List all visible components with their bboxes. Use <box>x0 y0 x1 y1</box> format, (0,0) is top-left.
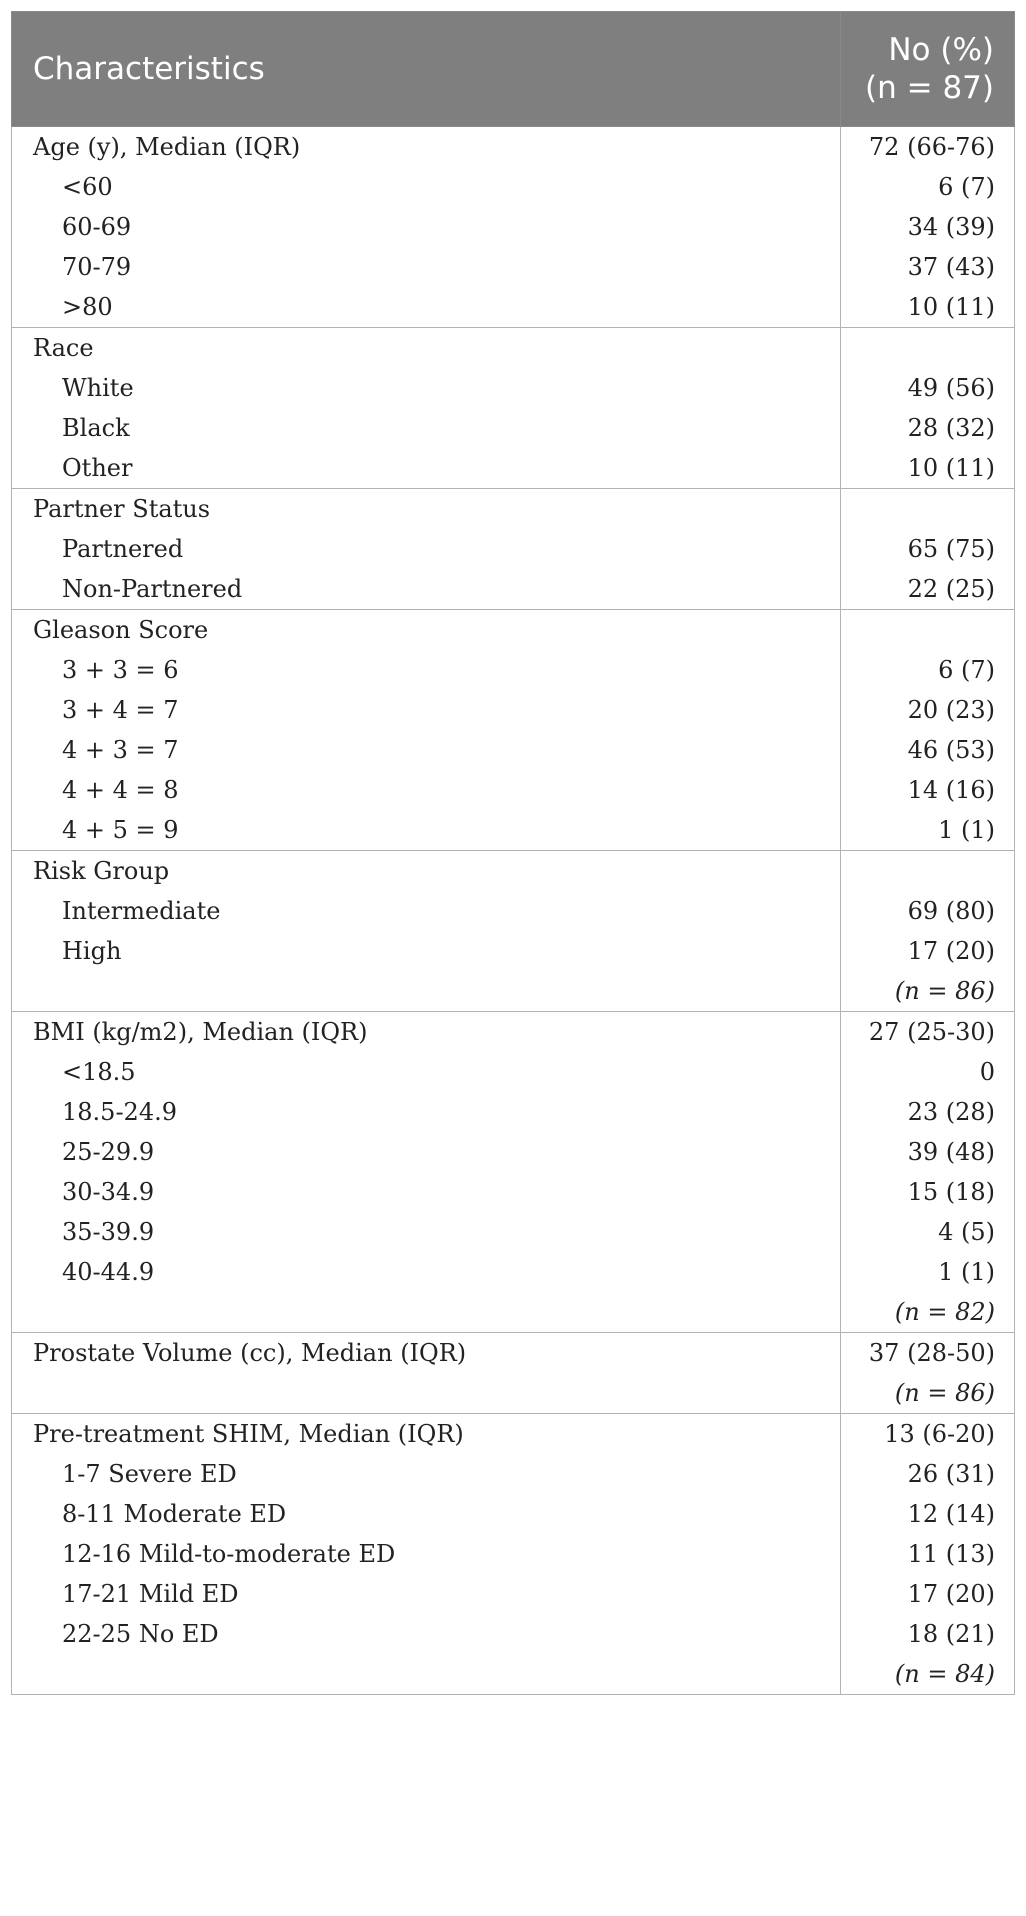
subcategory-label: 4 + 3 = 7 <box>62 736 179 764</box>
subcategory-value: 17 (20) <box>907 937 995 965</box>
table-row <box>12 1012 1015 1333</box>
subcategory-label: Intermediate <box>62 897 221 925</box>
note-spacer <box>12 1373 840 1413</box>
count-header-line2: (n = 87) <box>865 70 994 106</box>
subcategory-value: 11 (13) <box>907 1540 995 1568</box>
subcategory-label: 17-21 Mild ED <box>62 1580 239 1608</box>
subcategory-label: 30-34.9 <box>62 1178 155 1206</box>
group-value <box>841 851 1014 891</box>
characteristics-header: Characteristics <box>12 12 841 127</box>
subcategory-value: 65 (75) <box>907 535 995 563</box>
subcategory-label: 3 + 4 = 7 <box>62 696 179 724</box>
subcategory-label: 22-25 No ED <box>62 1620 219 1648</box>
sample-size-note: (n = 82) <box>894 1298 995 1326</box>
note-spacer <box>12 1654 840 1694</box>
group-label: Pre-treatment SHIM, Median (IQR) <box>33 1420 464 1448</box>
count-cell <box>841 1012 1015 1333</box>
subcategory-label: 4 + 4 = 8 <box>62 776 179 804</box>
table-row <box>12 127 1015 328</box>
sample-size-note: (n = 84) <box>894 1660 995 1688</box>
group-value: 72 (66-76) <box>868 133 995 161</box>
group-label: Age (y), Median (IQR) <box>33 133 301 161</box>
subcategory-label: <18.5 <box>62 1058 136 1086</box>
characteristic-cell <box>12 610 841 851</box>
subcategory-value: 12 (14) <box>907 1500 995 1528</box>
subcategory-label: 70-79 <box>62 253 132 281</box>
subcategory-value: 10 (11) <box>907 293 995 321</box>
subcategory-label: Partnered <box>62 535 184 563</box>
count-cell <box>841 127 1015 328</box>
characteristic-cell <box>12 127 841 328</box>
subcategory-value: 1 (1) <box>938 816 995 844</box>
subcategory-value: 14 (16) <box>907 776 995 804</box>
characteristic-cell <box>12 1414 841 1695</box>
subcategory-value: 26 (31) <box>907 1460 995 1488</box>
header-row <box>12 12 1015 127</box>
group-label: Race <box>33 334 94 362</box>
table-row <box>12 851 1015 1012</box>
count-cell <box>841 610 1015 851</box>
group-label: Partner Status <box>33 495 211 523</box>
subcategory-label: 25-29.9 <box>62 1138 155 1166</box>
subcategory-label: 60-69 <box>62 213 132 241</box>
subcategory-value: 1 (1) <box>938 1258 995 1286</box>
group-value: 37 (28-50) <box>868 1339 995 1367</box>
sample-size-note: (n = 86) <box>894 977 995 1005</box>
subcategory-label: 4 + 5 = 9 <box>62 816 179 844</box>
characteristic-cell <box>12 489 841 610</box>
subcategory-label: 35-39.9 <box>62 1218 155 1246</box>
subcategory-value: 23 (28) <box>907 1098 995 1126</box>
subcategory-value: 37 (43) <box>907 253 995 281</box>
subcategory-label: 40-44.9 <box>62 1258 155 1286</box>
subcategory-value: 28 (32) <box>907 414 995 442</box>
group-value: 13 (6-20) <box>884 1420 995 1448</box>
subcategory-value: 6 (7) <box>938 173 995 201</box>
group-value <box>841 610 1014 650</box>
table-row <box>12 610 1015 851</box>
table-row <box>12 1333 1015 1414</box>
count-cell <box>841 328 1015 489</box>
table-row <box>12 1414 1015 1695</box>
subcategory-value: 18 (21) <box>907 1620 995 1648</box>
subcategory-value: 22 (25) <box>907 575 995 603</box>
group-value <box>841 328 1014 368</box>
count-cell <box>841 489 1015 610</box>
sample-size-note: (n = 86) <box>894 1379 995 1407</box>
subcategory-label: High <box>62 937 122 965</box>
subcategory-value: 49 (56) <box>907 374 995 402</box>
subcategory-label: 3 + 3 = 6 <box>62 656 179 684</box>
characteristic-cell <box>12 1333 841 1414</box>
group-label: Prostate Volume (cc), Median (IQR) <box>33 1339 467 1367</box>
table-row <box>12 328 1015 489</box>
table-row <box>12 489 1015 610</box>
note-spacer <box>12 971 840 1011</box>
characteristic-cell <box>12 328 841 489</box>
subcategory-value: 34 (39) <box>907 213 995 241</box>
subcategory-label: Non-Partnered <box>62 575 243 603</box>
subcategory-value: 17 (20) <box>907 1580 995 1608</box>
subcategory-label: 18.5-24.9 <box>62 1098 177 1126</box>
subcategory-label: <60 <box>62 173 113 201</box>
count-header <box>841 12 1015 127</box>
subcategory-value: 15 (18) <box>907 1178 995 1206</box>
subcategory-value: 0 <box>979 1058 995 1086</box>
subcategory-value: 10 (11) <box>907 454 995 482</box>
group-label: Gleason Score <box>33 616 209 644</box>
characteristic-cell <box>12 851 841 1012</box>
subcategory-value: 6 (7) <box>938 656 995 684</box>
subcategory-value: 69 (80) <box>907 897 995 925</box>
subcategory-value: 39 (48) <box>907 1138 995 1166</box>
subcategory-label: White <box>62 374 134 402</box>
subcategory-label: 1-7 Severe ED <box>62 1460 237 1488</box>
count-cell <box>841 1333 1015 1414</box>
characteristic-cell <box>12 1012 841 1333</box>
subcategory-label: Other <box>62 454 133 482</box>
characteristics-table <box>11 11 1015 1695</box>
count-header-line1: No (%) <box>888 32 994 68</box>
subcategory-label: 8-11 Moderate ED <box>62 1500 287 1528</box>
subcategory-label: Black <box>62 414 130 442</box>
count-cell <box>841 851 1015 1012</box>
subcategory-value: 4 (5) <box>938 1218 995 1246</box>
group-label: BMI (kg/m2), Median (IQR) <box>33 1018 368 1046</box>
count-cell <box>841 1414 1015 1695</box>
subcategory-label: 12-16 Mild-to-moderate ED <box>62 1540 396 1568</box>
table-body <box>12 127 1015 1695</box>
subcategory-value: 46 (53) <box>907 736 995 764</box>
group-value <box>841 489 1014 529</box>
group-label: Risk Group <box>33 857 170 885</box>
note-spacer <box>12 1292 840 1332</box>
subcategory-label: >80 <box>62 293 113 321</box>
subcategory-value: 20 (23) <box>907 696 995 724</box>
group-value: 27 (25-30) <box>868 1018 995 1046</box>
